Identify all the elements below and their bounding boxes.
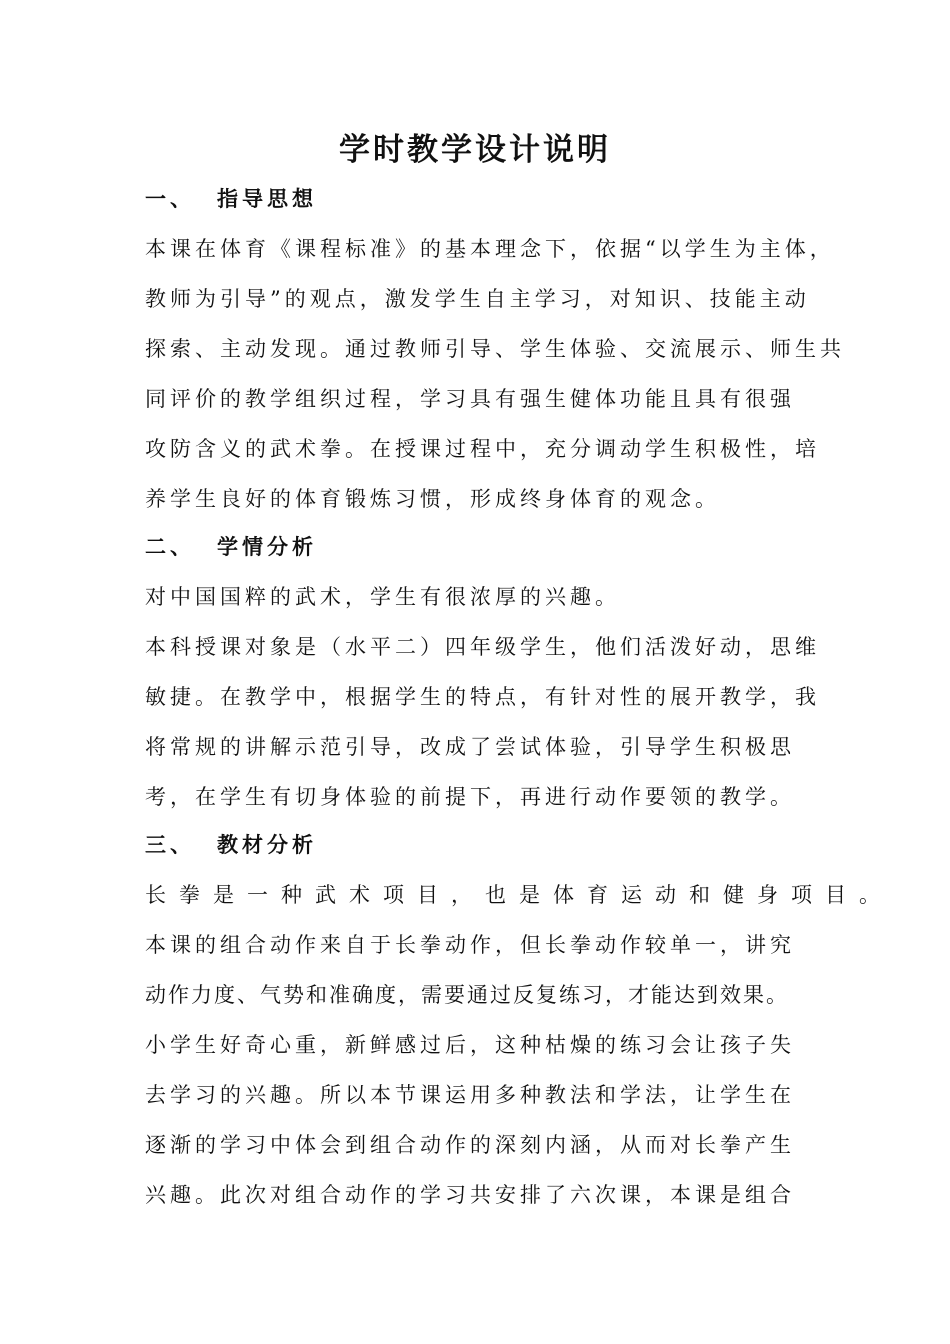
section-number: 三、 [145,832,195,857]
section-heading-learner-analysis [145,532,317,562]
paragraph-line: 去学习的兴趣。所以本节课运用多种教法和学法，让学生在 [145,1083,795,1107]
paragraph-line: 对中国国粹的武术，学生有很浓厚的兴趣。 [145,585,620,609]
paragraph-line: 本课在体育《课程标准》的基本理念下，依据“以学生为主体， [145,237,835,261]
paragraph-line: 小学生好奇心重，新鲜感过后，这种枯燥的练习会让孩子失 [145,1033,795,1057]
paragraph-line: 考，在学生有切身体验的前提下，再进行动作要领的教学。 [145,785,795,809]
paragraph-line: 动作力度、气势和准确度，需要通过反复练习，才能达到效果。 [145,983,789,1007]
paragraph-line: 本课的组合动作来自于长拳动作，但长拳动作较单一，讲究 [145,933,795,957]
section-heading-material-analysis [145,830,317,860]
paragraph-line: 本科授课对象是（水平二）四年级学生，他们活泼好动，思维 [145,635,820,659]
paragraph-line: 探索、主动发现。通过教师引导、学生体验、交流展示、师生共 [145,337,845,361]
section-title: 学情分析 [217,534,317,559]
section-heading-guiding-ideology [145,184,317,214]
paragraph-line: 长拳是一种武术项目，也是体育运动和健身项目。 [145,883,893,907]
paragraph-line: 教师为引导”的观点，激发学生自主学习，对知识、技能主动 [145,287,810,311]
paragraph-line: 逐渐的学习中体会到组合动作的深刻内涵，从而对长拳产生 [145,1133,795,1157]
document-title: 学时教学设计说明 [339,132,611,168]
paragraph-line: 将常规的讲解示范引导，改成了尝试体验，引导学生积极思 [145,735,795,759]
section-number: 二、 [145,534,195,559]
paragraph-line: 养学生良好的体育锻炼习惯，形成终身体育的观念。 [145,487,720,511]
paragraph-line: 敏捷。在教学中，根据学生的特点，有针对性的展开教学，我 [145,685,820,709]
paragraph-line: 兴趣。此次对组合动作的学习共安排了六次课，本课是组合 [145,1183,795,1207]
section-title: 指导思想 [217,186,317,211]
section-title: 教材分析 [217,832,317,857]
section-number: 一、 [145,186,195,211]
paragraph-line: 攻防含义的武术拳。在授课过程中，充分调动学生积极性，培 [145,437,820,461]
paragraph-line: 同评价的教学组织过程，学习具有强生健体功能且具有很强 [145,387,795,411]
